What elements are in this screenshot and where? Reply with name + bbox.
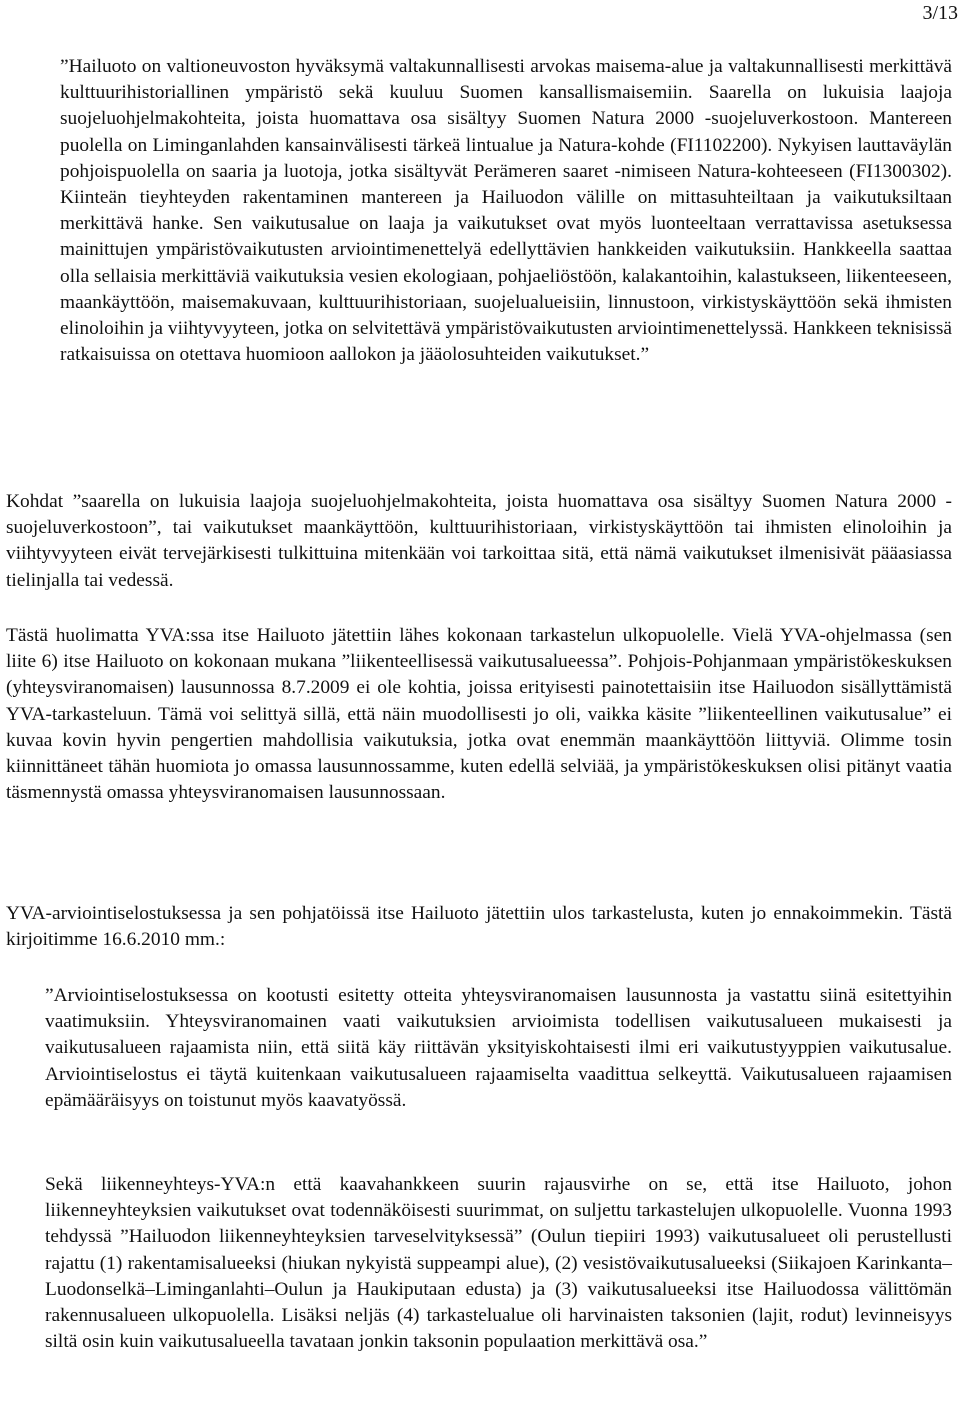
quote-paragraph-2: ”Arviointiselostuksessa on kootusti esitetty otteita yhteysviranomaisen lausunnosta ja vastattu siinä esitettyihin vaatimuksiin. Yhteysviranomainen vaati vaikutuksien arvioimista todellisen vaikutusalueen mukaisesti ja vaikutusalueen rajaamista niin, että siitä käy riittävän yksityiskohtaisesti ilmi eri vaikutustyyppien vaikutusalue. Arviointiselostus ei täytä kuitenkaan vaikutusalueen rajaamiselta vaadittua selkeyttä. Vaikutusalueen rajaamisen epämääräisyys on toistunut myös kaavatyössä.	[45, 985, 952, 1111]
quote-paragraph-1: ”Hailuoto on valtioneuvoston hyväksymä valtakunnallisesti arvokas maisema-alue ja valtakunnallisesti merkittävä kulttuurihistoriallinen ympäristö sekä kuuluu Suomen kansallismaisemiin. Saarella on lukuisia laajoja suojeluohjelmakohteita, joista huomattava osa sisältyy Suomen Natura 2000 -suojeluverkostoon. Mantereen puolella on Liminganlahden kansainvälisesti tärkeä lintualue ja Natura-kohde (FI1102200). Nykyisen lauttaväylän pohjoispuolella on saaria ja luotoja, jotka sisältyvät Perämeren saaret -nimiseen Natura-kohteeseen (FI1300302). Kiinteän tieyhteyden rakentaminen mantereen ja Hailuodon välille on mittasuhteiltaan ja vaikutuksiltaan merkittävä hanke. Sen vaikutusalue on laaja ja vaikutukset ovat myös luonteeltaan verrattavissa asetuksessa mainittujen ympäristövaikutusten arviointimenettelyä edellyttävien hankkeiden vaikutuksiin. Hankkeella saattaa olla sellaisia merkittäviä vaikutuksia vesien ekologiaan, pohjaeliöstöön, kalakantoihin, kalastukseen, liikenteeseen, maankäyttöön, maisemakuvaan, kulttuurihistoriaan, suojelualueisiin, linnustoon, virkistyskäyttöön sekä ihmisten elinoloihin ja viihtyvyyteen, jotka on selvitettävä ympäristövaikutusten arviointimenettelyssä. Hankkeen teknisissä ratkaisuissa on otettava huomioon aallokon ja jääolosuhteiden vaikutukset.”	[60, 56, 952, 366]
body-paragraph-1: Kohdat ”saarella on lukuisia laajoja suojeluohjelmakohteita, joista huomattava osa sisältyy Suomen Natura 2000 -suojeluverkostoon”, tai vaikutukset maankäyttöön, kulttuurihistoriaan, virkistyskäyttöön tai ihmisten elinoloihin ja viihtyvyyteen eivät tervejärkisesti tulkittuina mitenkään voi tarkoittaa sitä, että nämä vaikutukset ilmenisivät pääasiassa tielinjalla tai vedessä.	[6, 491, 952, 591]
body-paragraph-2: Tästä huolimatta YVA:ssa itse Hailuoto jätettiin lähes kokonaan tarkastelun ulkopuolelle. Vielä YVA-ohjelmassa (sen liite 6) itse Hailuoto on kokonaan mukana ”liikenteellisessä vaikutusalueessa”. Pohjois-Pohjanmaan ympäristökeskuksen (yhteysviranomaisen) lausunnossa 8.7.2009 ei ole kohtia, joissa erityisesti painotettaisiin itse Hailuodon sisällyttämistä YVA-tarkasteluun. Tämä voi selittyä sillä, että näin muodollisesti jo oli, vaikka käsite ”liikenteellinen vaikutusalue” ei kuvaa kovin hyvin pengertien mahdollisia vaikutuksia, jotka ovat enemmän maankäyttöön liittyviä. Olimme tosin kiinnittäneet tähän huomiota jo omassa lausunnossamme, kuten edellä selviää, ja ympäristökeskuksen olisi pitänyt vaatia täsmennystä omassa yhteysviranomaisen lausunnossaan.	[6, 625, 952, 804]
quote-paragraph-3: Sekä liikenneyhteys-YVA:n että kaavahankkeen suurin rajausvirhe on se, että itse Hailuoto, johon liikenneyhteyksien vaikutukset ovat todennäköisesti suurimmat, on suljettu tarkastelujen ulkopuolelle. Vuonna 1993 tehdyssä ”Hailuodon liikenneyhteyksien tarveselvityksessä” (Oulun tiepiiri 1993) vaikutusalueet oli perustellusti rajattu (1) rakentamisalueeksi (hiukan nykyistä suppeampi alue), (2) vesistövaikutusalueeksi (Siikajoen Karinkanta–Luodonselkä–Liminganlahti–Oulun ja Haukiputaan edusta) ja (3) vaikutusalueeksi itse Hailuodossa välittömän rakennusalueen ulkopuolella. Lisäksi neljäs (4) tarkastelualue oli harvinaisten taksonien (lajit, rodut) levinneisyys siltä osin kuin vaikutusalueella tavataan jonkin taksonin populaation merkittävä osa.”	[45, 1174, 952, 1353]
body-paragraph-3: YVA-arviointiselostuksessa ja sen pohjatöissä itse Hailuoto jätettiin ulos tarkastelusta, kuten jo ennakoimmekin. Tästä kirjoitimme 16.6.2010 mm.:	[6, 903, 952, 951]
page-number: 3/13	[922, 2, 958, 24]
